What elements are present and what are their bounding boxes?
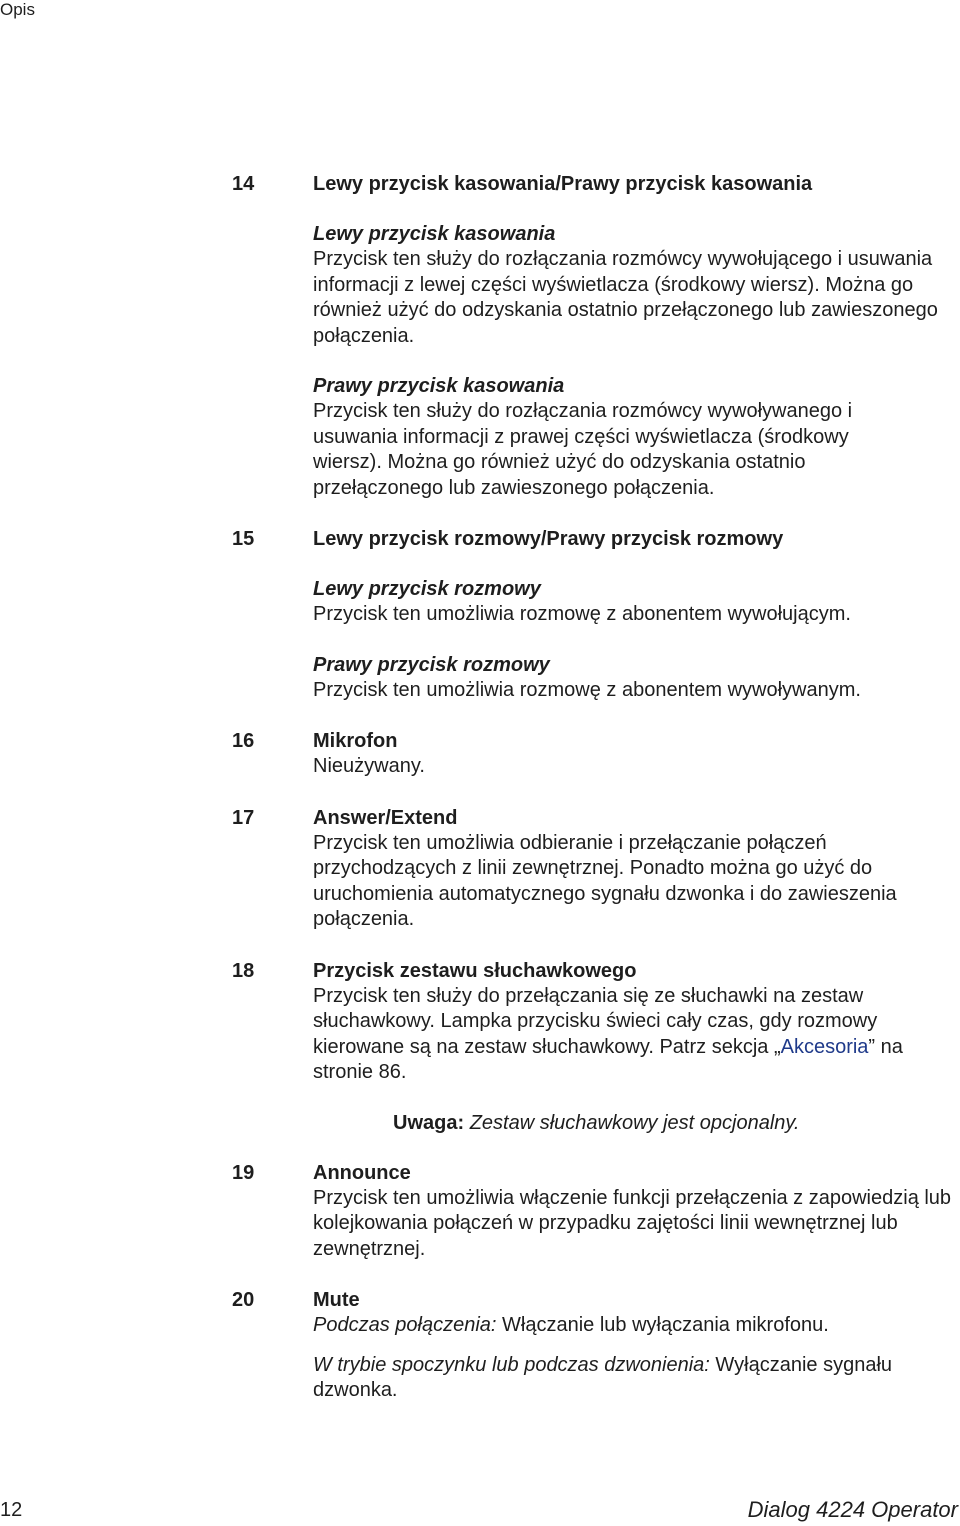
item-body: Przycisk ten umożliwia odbieranie i przełączanie połączeń przychodzących z linii zewnętrznej. Ponadto można go użyć do uruchomienia automatycznego sygnału dzwonka i do zawieszenia połączenia. xyxy=(313,831,897,930)
subitem-title: Lewy przycisk kasowania xyxy=(313,223,556,245)
item-body-text: ” na stronie 86. xyxy=(313,1035,903,1083)
mode-label: Podczas połączenia: xyxy=(313,1314,497,1336)
item-14 xyxy=(232,171,952,501)
item-number: 15 xyxy=(232,528,255,550)
item-body: Przycisk ten umożliwia włączenie funkcji przełączenia z zapowiedzią lub kolejkowania połączeń w przypadku zajętości linii wewnętrznej lub zewnętrznej. xyxy=(313,1186,952,1260)
item-17 xyxy=(232,805,952,933)
subitem-body: Przycisk ten służy do rozłączania rozmówcy wywołującego i usuwania informacji z lewej części wyświetlacza (środkowy wiersz). Można go również użyć do odzyskania ostatnio przełączonego lub zawieszonego połączenia. xyxy=(313,248,938,347)
mode-text: Wyłączanie sygnału dzwonka. xyxy=(313,1353,893,1401)
description-list xyxy=(232,171,952,1404)
section-header: Opis xyxy=(0,0,35,19)
item-18 xyxy=(232,958,952,1136)
item-body xyxy=(313,1353,952,1404)
subitem-body: Przycisk ten umożliwia rozmowę z abonentem wywoływanym. xyxy=(313,678,861,701)
accessories-link[interactable]: Akcesoria xyxy=(780,1035,869,1058)
item-title: Przycisk zestawu słuchawkowego xyxy=(313,959,637,982)
item-15 xyxy=(232,526,952,703)
item-20 xyxy=(232,1287,952,1404)
item-number: 20 xyxy=(232,1289,255,1311)
item-title: Mikrofon xyxy=(313,730,398,752)
note-text: Zestaw słuchawkowy jest opcjonalny. xyxy=(469,1111,800,1134)
item-title: Lewy przycisk kasowania/Prawy przycisk kasowania xyxy=(313,173,813,195)
item-body: Nieużywany. xyxy=(313,755,425,777)
subitem-body: Przycisk ten służy do rozłączania rozmówcy wywoływanego i usuwania informacji z prawej części wyświetlacza (środkowy wiersz). Można go również użyć do odzyskania ostatnio przełączonego lub zawieszonego połączenia. xyxy=(313,400,853,499)
mode-text: Włączanie lub wyłączania mikrofonu. xyxy=(496,1314,829,1336)
mode-label: W trybie spoczynku lub podczas dzwonienia: xyxy=(313,1353,710,1376)
item-number: 18 xyxy=(232,959,255,982)
note-label: Uwaga: xyxy=(393,1111,465,1134)
item-number: 14 xyxy=(232,173,255,195)
item-body-text: Przycisk ten służy do przełączania się ze słuchawki na zestaw słuchawkowy. Lampka przycisku świeci cały czas, gdy rozmowy kierowane są na zestaw słuchawkowy. Patrz sekcja „ xyxy=(313,984,878,1058)
item-title: Mute xyxy=(313,1289,360,1311)
document-title: Dialog 4224 Operator xyxy=(747,1497,958,1522)
item-19 xyxy=(232,1160,952,1263)
item-body xyxy=(313,1313,952,1339)
item-body xyxy=(313,984,952,1086)
item-title: Announce xyxy=(313,1161,411,1184)
subitem-title: Prawy przycisk kasowania xyxy=(313,375,565,397)
subitem-body: Przycisk ten umożliwia rozmowę z abonentem wywołującym. xyxy=(313,603,851,625)
item-title: Answer/Extend xyxy=(313,806,458,829)
item-number: 16 xyxy=(232,730,255,752)
item-number: 17 xyxy=(232,806,255,829)
note xyxy=(313,1110,952,1136)
item-title: Lewy przycisk rozmowy/Prawy przycisk rozmowy xyxy=(313,528,784,550)
page-number: 12 xyxy=(0,1499,23,1521)
item-number: 19 xyxy=(232,1161,255,1184)
item-16 xyxy=(232,728,952,780)
subitem-title: Lewy przycisk rozmowy xyxy=(313,578,541,600)
subitem-title: Prawy przycisk rozmowy xyxy=(313,653,550,676)
